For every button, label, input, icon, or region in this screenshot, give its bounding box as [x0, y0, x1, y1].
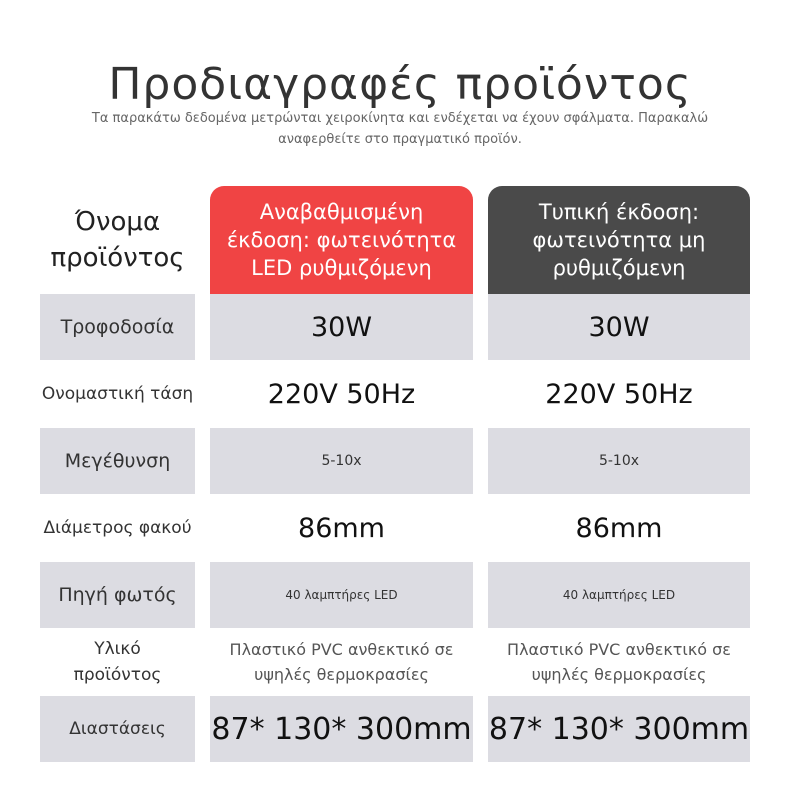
row-label-voltage: Ονομαστική τάση	[41, 384, 194, 404]
page-title: Προδιαγραφές προϊόντος	[108, 59, 692, 111]
light-source-value-standard: 40 λαμπτήρες LED	[488, 562, 750, 628]
note-line-2: αναφερθείτε στο πραγματικό προϊόν.	[278, 132, 522, 147]
magnification-value-upgraded: 5-10x	[210, 428, 473, 494]
voltage-value-upgraded: 220V 50Hz	[267, 378, 416, 410]
column-header-upgraded: Αναβαθμισμένη έκδοση: φωτεινότητα LED ρυθμιζόμενη	[210, 186, 473, 294]
dimensions-value-upgraded: 87* 130* 300mm	[210, 696, 473, 762]
material-value-standard: Πλαστικό PVC ανθεκτικό σε υψηλές θερμοκρασίες	[507, 640, 731, 684]
magnification-value-standard: 5-10x	[488, 428, 750, 494]
note-line-1: Τα παρακάτω δεδομένα μετρώνται χειροκίνητα και ενδέχεται να έχουν σφάλματα. Παρακαλώ	[91, 111, 709, 126]
lens-diameter-value-standard: 86mm	[575, 512, 663, 544]
row-label-power: Τροφοδοσία	[40, 294, 195, 360]
dimensions-value-standard: 87* 130* 300mm	[488, 696, 750, 762]
row-label-magnification: Μεγέθυνση	[40, 428, 195, 494]
measurement-note	[30, 108, 770, 150]
material-value-upgraded: Πλαστικό PVC ανθεκτικό σε υψηλές θερμοκρασίες	[229, 640, 454, 684]
light-source-value-upgraded: 40 λαμπτήρες LED	[210, 562, 473, 628]
row-label-light-source: Πηγή φωτός	[40, 562, 195, 628]
lens-diameter-value-upgraded: 86mm	[298, 512, 385, 544]
row-label-lens-diameter: Διάμετρος φακού	[43, 518, 192, 538]
row-label-material: Υλικό προϊόντος	[73, 639, 162, 685]
power-value-standard: 30W	[488, 294, 750, 360]
row-label-dimensions: Διαστάσεις	[40, 696, 195, 762]
name-header: Όνομα προϊόντος	[50, 207, 185, 273]
power-value-upgraded: 30W	[210, 294, 473, 360]
column-header-standard: Τυπική έκδοση: φωτεινότητα μη ρυθμιζόμενη	[488, 186, 750, 294]
voltage-value-standard: 220V 50Hz	[545, 378, 693, 410]
